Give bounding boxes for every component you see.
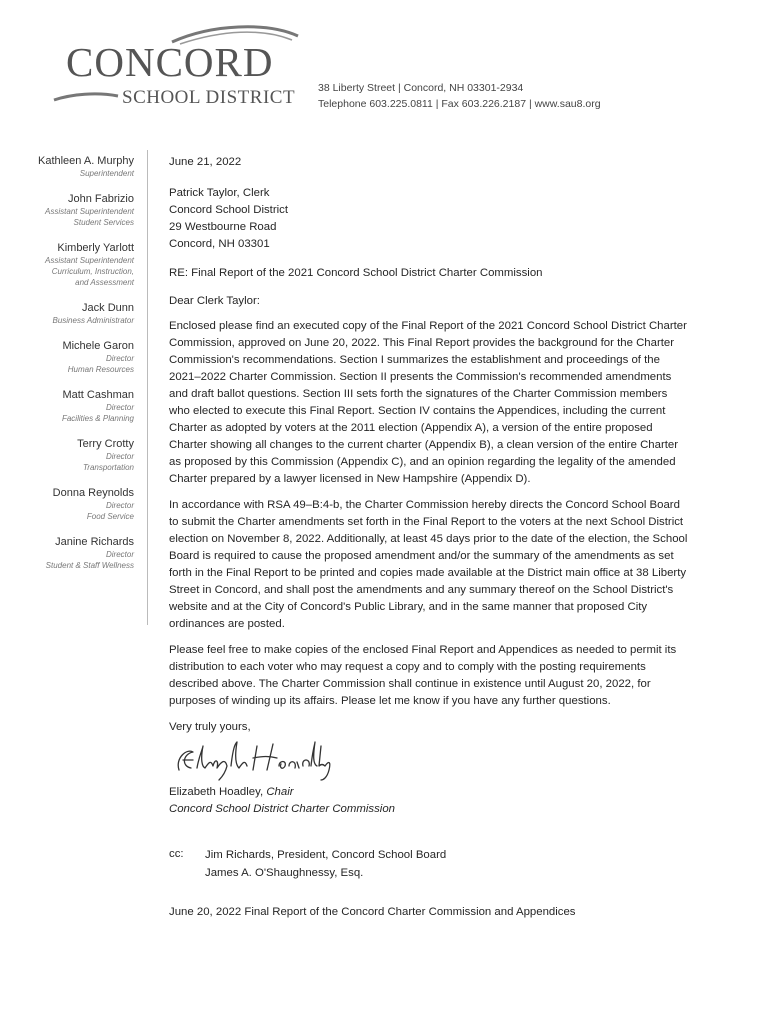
body-paragraph: In accordance with RSA 49–B:4-b, the Charter Commission hereby directs the Concord School Board to submit the Charter amendments set forth in the Final Report to the voters at the next School District election on November 8, 2022. Additionally, at least 45 days prior to the date of the election, the School Board is required to cause the proposed amendment and/or the summary of the amendments as set forth in the Final Report to be printed and copies made available at the District main office at 38 Liberty Street in Concord, and shall post the amendments and any summary thereof on the School District's website and at the City of Concord's Public Library, and in the same manner that proposed City ordinances are posted. <box>169 499 688 630</box>
salutation: Dear Clerk Taylor: <box>169 295 260 307</box>
staff-title: Curriculum, Instruction, <box>51 267 134 276</box>
staff-title: Superintendent <box>79 169 134 178</box>
staff-title: Director <box>105 354 134 363</box>
signer-name: Elizabeth Hoadley, <box>169 786 264 798</box>
sidebar-divider <box>147 150 148 625</box>
staff-member <box>0 154 134 179</box>
cc-recipient: Jim Richards, President, Concord School Board <box>205 849 447 861</box>
staff-member <box>0 241 134 288</box>
staff-title: Director <box>105 501 134 510</box>
enclosure-note: June 20, 2022 Final Report of the Concord Charter Commission and Appendices <box>169 906 576 918</box>
body-paragraph: Enclosed please find an executed copy of the Final Report of the 2021 Concord School District Charter Commission, approved on June 20, 2022. This Final Report provides the background for the Charter Commission's recommendations. Section I summarizes the establishment and proceedings of the 2021–2022 Charter Commission. Section II presents the Commission's recommended amendments and draft ballot questions. Section III sets forth the signatures of the Charter Commission members who elected to execute this Final Report. Section IV contains the Appendices, including the current Charter as adopted by voters at the 2011 election (Appendix A), a version of the entire proposed Charter showing all changes to the current charter (Appendix B), a clean version of the entire Charter as proposed by this Commission (Appendix C), and an opinion regarding the legality of the amended Charter prepared by a lawyer licensed in New Hampshire (Appendix D). <box>169 320 687 485</box>
cc-list <box>205 846 446 882</box>
staff-title: Transportation <box>83 463 134 472</box>
cc-recipient: James A. O'Shaughnessy, Esq. <box>205 867 364 879</box>
staff-name: Michele Garon <box>62 340 134 352</box>
recipient-line: Concord, NH 03301 <box>169 238 270 250</box>
recipient-line: 29 Westbourne Road <box>169 221 277 233</box>
signature-graphic <box>173 738 343 782</box>
staff-title: Director <box>105 550 134 559</box>
staff-member <box>0 437 134 473</box>
letter-body <box>169 154 689 921</box>
staff-name: Janine Richards <box>55 536 134 548</box>
letterhead-address <box>318 80 601 112</box>
recipient-line: Concord School District <box>169 204 289 216</box>
subject-line: RE: Final Report of the 2021 Concord School District Charter Commission <box>169 267 543 279</box>
address-line: 38 Liberty Street | Concord, NH 03301-2934 <box>318 82 524 94</box>
logo-wordmark: CONCORD <box>66 39 274 85</box>
handwritten-signature <box>169 736 689 784</box>
staff-title: Assistant Superintendent <box>45 256 134 265</box>
staff-member <box>0 192 134 228</box>
staff-member <box>0 301 134 326</box>
staff-name: Jack Dunn <box>82 302 134 314</box>
signer-organization: Concord School District Charter Commission <box>169 803 395 815</box>
staff-title: and Assessment <box>75 278 134 287</box>
staff-title: Director <box>105 452 134 461</box>
staff-title: Human Resources <box>67 365 134 374</box>
staff-sidebar <box>0 154 134 584</box>
cc-block <box>169 846 689 882</box>
staff-name: Kathleen A. Murphy <box>37 155 134 167</box>
letter-date: June 21, 2022 <box>169 156 242 168</box>
staff-member <box>0 535 134 571</box>
staff-name: Matt Cashman <box>62 389 134 401</box>
logo-subtitle: SCHOOL DISTRICT <box>122 87 296 108</box>
staff-name: John Fabrizio <box>67 193 134 205</box>
contact-line: Telephone 603.225.0811 | Fax 603.226.2187 | www.sau8.org <box>318 98 601 110</box>
staff-title: Student & Staff Wellness <box>45 561 134 570</box>
staff-name: Donna Reynolds <box>52 487 134 499</box>
staff-member <box>0 388 134 424</box>
recipient-line: Patrick Taylor, Clerk <box>169 187 270 199</box>
body-paragraph: Please feel free to make copies of the enclosed Final Report and Appendices as needed to permit its distribution to each voter who may request a copy and to comply with the posting requirements described above. The Charter Commission shall continue in existence until August 20, 2022, for purposes of winding up its affairs. Please let me know if you have any further questions. <box>169 644 677 707</box>
cc-label: cc: <box>169 848 184 860</box>
staff-name: Terry Crotty <box>77 438 134 450</box>
signer-block <box>169 784 689 801</box>
staff-title: Director <box>105 403 134 412</box>
closing: Very truly yours, <box>169 721 251 733</box>
staff-title: Assistant Superintendent <box>45 207 134 216</box>
staff-title: Food Service <box>86 512 134 521</box>
staff-title: Facilities & Planning <box>61 414 134 423</box>
district-logo <box>52 22 304 114</box>
staff-member <box>0 339 134 375</box>
staff-member <box>0 486 134 522</box>
staff-title: Business Administrator <box>52 316 134 325</box>
signer-role: Chair <box>266 786 294 798</box>
staff-title: Student Services <box>73 218 134 227</box>
recipient-address <box>169 185 689 253</box>
staff-name: Kimberly Yarlott <box>57 242 134 254</box>
